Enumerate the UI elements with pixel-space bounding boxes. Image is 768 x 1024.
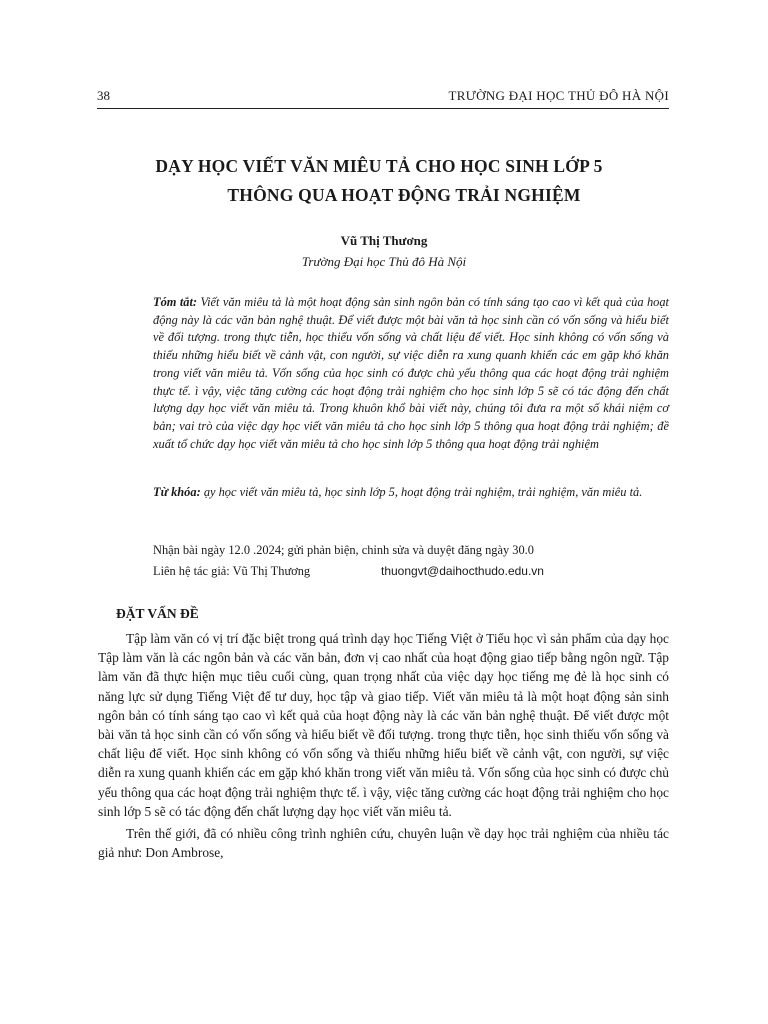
title-line-2: THÔNG QUA HOẠT ĐỘNG TRẢI NGHIỆM: [227, 185, 581, 205]
paragraph: Tập làm văn có vị trí đặc biệt trong quá trình dạy học Tiếng Việt ở Tiểu học vì sản phẩm của dạy học Tập làm văn là các ngôn bản và các văn bản, đơn vị cao nhất của hoạt động giao tiếp bằng ngôn ngữ. Tập làm văn đã thực hiện mục tiêu cuối cùng, quan trọng nhất của việc dạy học tiếng mẹ đẻ là học sinh có năng lực sử dụng Tiếng Việt để tư duy, học tập và giao tiếp. Viết văn miêu tả là một hoạt động sản sinh ngôn bản có tính sáng tạo cao vì kết quả của hoạt động này là các văn bản nghệ thuật. Để viết được một bài văn tả học sinh cần có vốn sống và hiểu biết về đối tượng. trong thực tiễn, học sinh thiếu vốn sống và chất liệu để viết. Học sinh không có vốn sống và thiếu những hiểu biết về cảnh vật, con người, sự việc diễn ra xung quanh khiến các em gặp khó khăn trong viết văn miêu tả. Vốn sống của học sinh có được chủ yếu thông qua các hoạt động trải nghiệm thực tế. ì vậy, việc tăng cường các hoạt động trải nghiệm cho học sinh lớp 5 sẽ có tác động đến chất lượng dạy học viết văn miêu tả.: [98, 631, 669, 819]
body-text: [98, 629, 669, 862]
abstract: [153, 294, 669, 453]
section-heading: ĐẶT VẤN ĐỀ: [116, 606, 199, 621]
paragraph: Trên thế giới, đã có nhiều công trình nghiên cứu, chuyên luận về dạy học trải nghiệm của nhiều tác giả như: Don Ambrose,: [98, 826, 669, 861]
abstract-text: Viết văn miêu tả là một hoạt động sản sinh ngôn bản có tính sáng tạo cao vì kết quả của hoạt động này là các văn bản nghệ thuật. Để viết được một bài văn tả học sinh cần có vốn sống và hiểu biết về đối tượng. trong thực tiễn, học thiếu vốn sống và chất liệu để viết. Học sinh không có vốn sống và thiếu những hiểu biết về cảnh vật, con người, sự việc diễn ra xung quanh khiến các em gặp khó khăn trong viết văn miêu tả. Vốn sống của học sinh có được chủ yếu thông qua các hoạt động trải nghiệm thực tế. ì vậy, việc tăng cường các hoạt động trải nghiệm cho học sinh lớp 5 sẽ có tác động đến chất lượng dạy học viết văn miêu tả. Trong khuôn khổ bài viết này, chúng tôi đưa ra một số khái niệm cơ bản; vai trò của việc dạy học viết văn miêu tả cho học sinh lớp 5 thông qua hoạt động trải nghiệm; đề xuất tổ chức dạy học viết văn miêu tả cho học sinh lớp 5 thông qua hoạt động trải nghiệm: [153, 295, 669, 451]
keywords: [153, 484, 669, 502]
keywords-label: Từ khóa:: [153, 485, 201, 499]
contact-label: Liên hệ tác giả: Vũ Thị Thương: [153, 564, 311, 578]
author-name: Vũ Thị Thương: [340, 233, 428, 248]
contact-email[interactable]: thuongvt@daihocthudo.edu.vn: [381, 564, 544, 578]
abstract-label: Tóm tắt:: [153, 295, 198, 309]
keywords-text: ạy học viết văn miêu tả, học sinh lớp 5, hoạt động trải nghiệm, trải nghiệm, văn miêu tả.: [203, 485, 643, 499]
journal-name: TRƯỜNG ĐẠI HỌC THỦ ĐÔ HÀ NỘI: [448, 88, 669, 103]
contact-info: [153, 564, 673, 579]
article-title: [100, 152, 668, 210]
page-number: 38: [97, 88, 110, 103]
author-affiliation: Trường Đại học Thủ đô Hà Nội: [301, 254, 467, 269]
running-header: [97, 88, 669, 109]
title-line-1: DẠY HỌC VIẾT VĂN MIÊU TẢ CHO HỌC SINH LỚP 5: [155, 156, 603, 176]
received-date: Nhận bài ngày 12.0 .2024; gửi phản biện, chỉnh sửa và duyệt đăng ngày 30.0: [153, 543, 534, 557]
